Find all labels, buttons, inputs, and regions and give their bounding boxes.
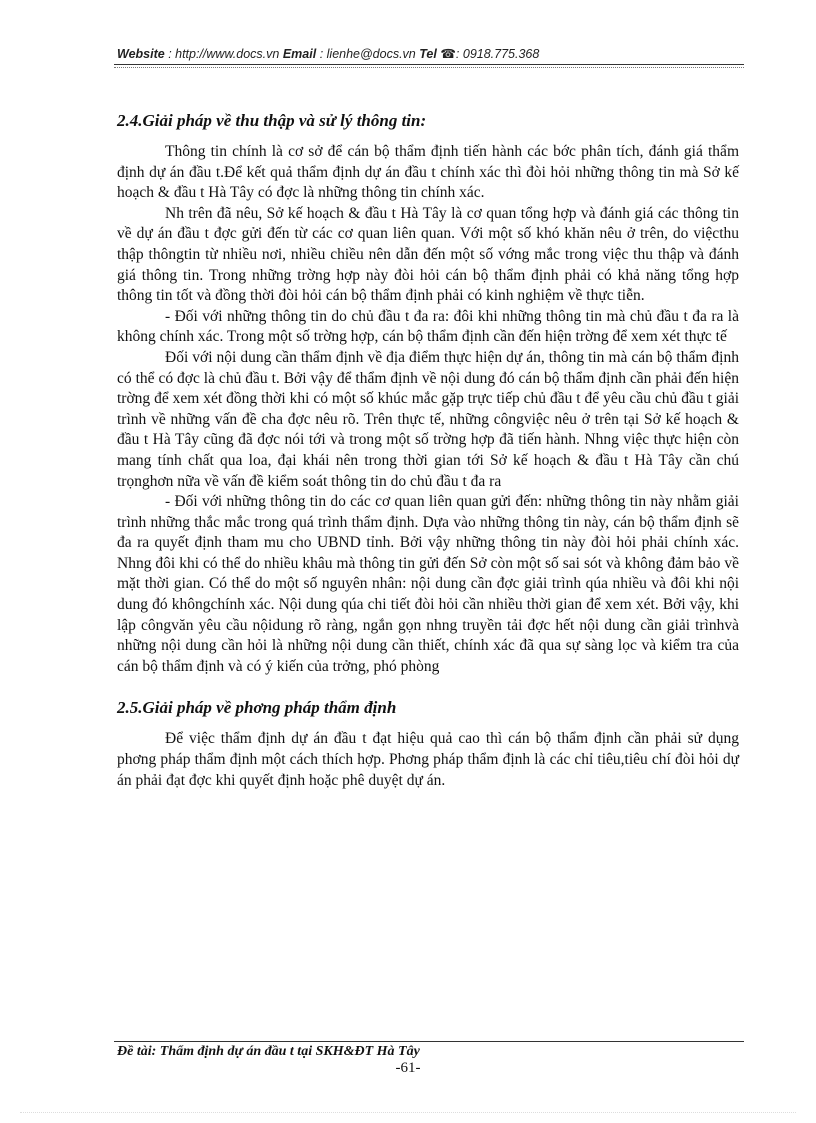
tel-value: : 0918.775.368 [455, 47, 540, 61]
email-value: : lienhe@docs.vn [319, 47, 416, 61]
section-title-2-4: 2.4.Giải pháp về thu thập và sử lý thông tin: [117, 111, 427, 130]
paragraph: - Đối với những thông tin do các cơ quan liên quan gửi đến: những thông tin này nhằm giải trình những thắc mắc trong quá trình thẩm định. Dựa vào những thông tin này, cán bộ thẩm định sẽ đa ra quyết định tham mu cho UBND tỉnh. Bởi vậy những thông tin này đòi hỏi phải chính xác. Nhng đôi khi có thể do nhiều khâu mà thông tin gửi đến Sở còn một số sai sót và không đảm bảo về mặt thời gian. Có thể do một số nguyên nhân: nội dung cần đợc giải trình qúa nhiều và đôi khi nội dung đó khôngchính xác. Nội dung qúa chi tiết đòi hỏi cần nhiều thời gian để xem xét. Bởi vậy, khi lập côngvăn yêu cầu nộidung rõ ràng, ngắn gọn nhng truyền tải đợc hết nội dung cần giải trìnhvà những nội dung cần hỏi là những nội dung cần thiết, chính xác đã qua sự sàng lọc và kiểm tra của cán bộ thẩm định và có ý kiến của trởng, phó phòng [117, 493, 739, 675]
paragraph: Nh trên đã nêu, Sở kế hoạch & đầu t Hà Tây là cơ quan tổng hợp và đánh giá các thông tin về dự án đầu t đợc gửi đến từ các cơ quan liên quan. Với một số khó khăn nêu ở trên, do việcthu thập thôngtin từ nhiều nơi, nhiều chiều nên dẫn đến một số vớng mắc trong việc thu thập và đánh giá thông tin. Trong những trờng hợp này đòi hỏi cán bộ thẩm định phải có khả năng tổng hợp thông tin tốt và đồng thời đòi hỏi cán bộ thẩm định phải có kinh nghiệm về thực tiễn. [117, 204, 739, 305]
tel-label: Tel [419, 47, 437, 61]
paragraph: Đối với nội dung cần thẩm định về địa điểm thực hiện dự án, thông tin mà cán bộ thẩm định có thể có đợc là chủ đầu t. Bởi vậy để thẩm định về nội dung đó cán bộ thẩm định cần phải đến hiện trờng để xem xét đồng thời khi có một số khúc mắc gặp trực tiếp chủ đầu t để yêu cầu chủ đầu t giải trình về những vấn đề cha đợc nêu rõ. Trên thực tế, những côngviệc nêu ở trên tại Sở kế hoạch & đầu t Hà Tây cũng đã đợc nói tới và trong một số trờng hợp đã tiến hành. Nhng việc thực hiện còn mang tính chất qua loa, đại khái nên trong thời gian tới Sở kế hoạch & đầu t Hà Tây cần chú trọnghơn nữa về vấn đề kiểm soát thông tin do chủ đầu t đa ra [117, 348, 739, 490]
paragraph: - Đối với những thông tin do chủ đầu t đa ra: đôi khi những thông tin mà chủ đầu t đa ra là không chính xác. Trong một số trờng hợp, cán bộ thẩm định cần đến hiện trờng để xem xét thực tế [117, 307, 739, 346]
page-header [117, 46, 742, 61]
header-divider [114, 64, 744, 65]
footer-topic: Đề tài: Thẩm định dự án đầu t tại SKH&ĐT Hà Tây [117, 1044, 420, 1059]
website-label: Website [117, 47, 165, 61]
email-label: Email [282, 47, 317, 61]
phone-icon: ☎ [440, 47, 456, 61]
paragraph: Để việc thẩm định dự án đầu t đạt hiệu quả cao thì cán bộ thẩm định cần phải sử dụng phơng pháp thẩm định một cách thích hợp. Phơng pháp thẩm định là các chỉ tiêu,tiêu chí đòi hỏi dự án phải đạt đợc khi quyết định hoặc phê duyệt dự án. [117, 730, 739, 789]
header-divider-dotted [114, 67, 744, 68]
website-value: : http://www.docs.vn [168, 47, 280, 61]
page-content [117, 110, 739, 791]
page-number: -61- [395, 1060, 421, 1076]
section-title-2-5: 2.5.Giải pháp về phơng pháp thẩm định [117, 698, 397, 718]
footer-divider [114, 1041, 744, 1042]
paragraph: Thông tin chính là cơ sở để cán bộ thẩm định tiến hành các bớc phân tích, đánh giá thẩm định dự án đầu t.Để kết quả thẩm định dự án đầu t chính xác thì đòi hỏi những thông tin mà Sở kế hoạch & đầu t Hà Tây có đợc là những thông tin chính xác. [117, 143, 739, 202]
bottom-divider [20, 1112, 796, 1113]
